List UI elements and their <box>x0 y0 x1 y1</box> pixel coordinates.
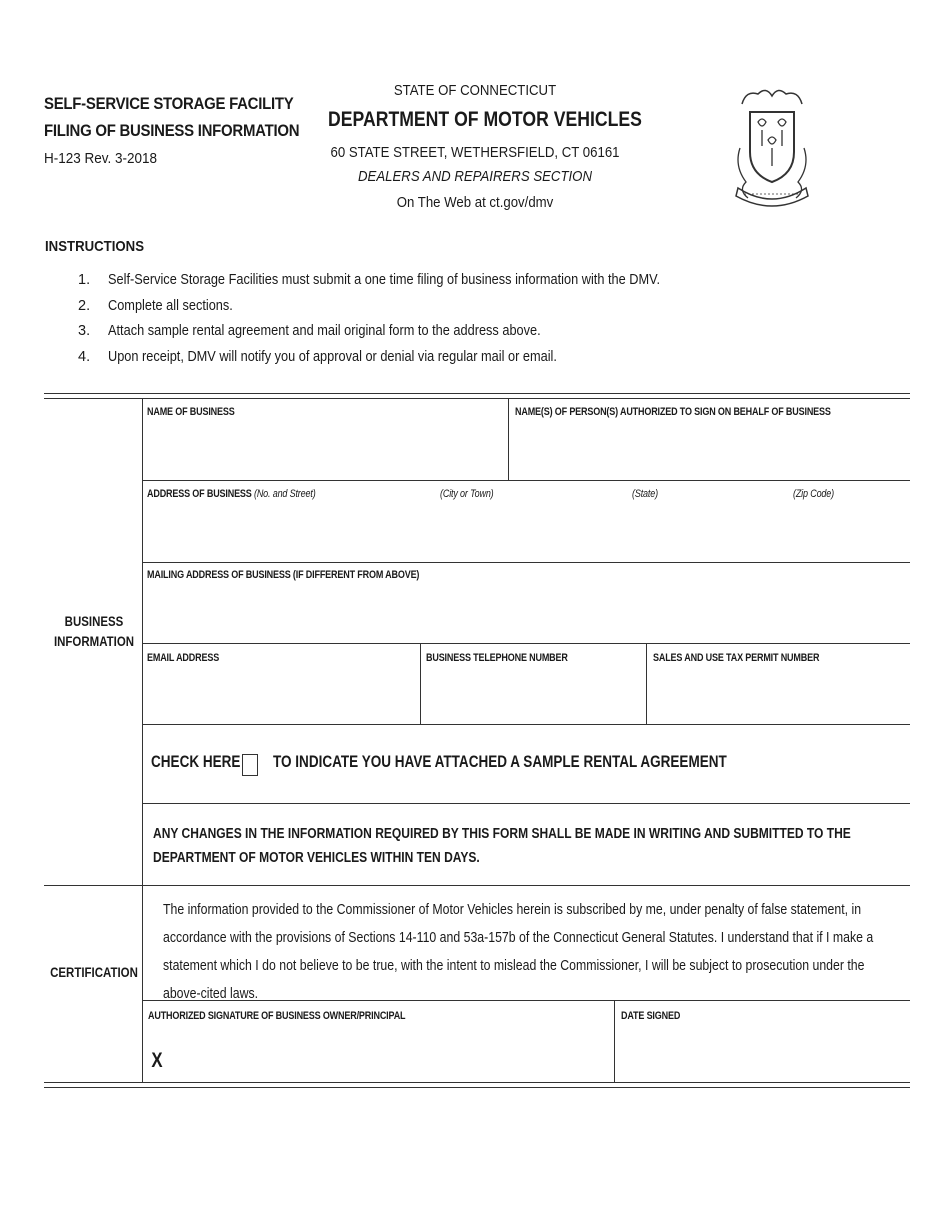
check-description: TO INDICATE YOU HAVE ATTACHED A SAMPLE RENTAL AGREEMENT <box>273 753 727 771</box>
instruction-item: 4. Upon receipt, DMV will notify you of approval or denial via regular mail or email. <box>78 348 557 365</box>
authorized-persons-label: NAME(S) OF PERSON(S) AUTHORIZED TO SIGN ON BEHALF OF BUSINESS <box>515 406 831 418</box>
authorized-persons-field[interactable] <box>510 400 910 480</box>
certification-label: CERTIFICATION <box>50 965 138 980</box>
business-address-field[interactable] <box>143 482 910 562</box>
divider <box>614 1000 615 1083</box>
divider <box>508 399 509 481</box>
department-address: 60 STATE STREET, WETHERSFIELD, CT 06161 <box>330 144 620 161</box>
phone-label: BUSINESS TELEPHONE NUMBER <box>426 652 568 664</box>
certification-statement: The information provided to the Commissioner of Motor Vehicles herein is subscribed by me, under penalty of false statement, in accordance with the provisions of Sections 14-110 and 53a-157b of the Connecticut General Statutes. I understand that if I make a statement which I do not believe to be true, with the intent to mislead the Commissioner, I will be subject to prosecution under the above-cited laws. <box>163 901 874 1002</box>
form-bottom-border <box>44 1082 910 1083</box>
phone-field[interactable] <box>422 645 645 724</box>
signature-field[interactable] <box>175 1022 611 1080</box>
department-section: DEALERS AND REPAIRERS SECTION <box>358 168 592 185</box>
email-field[interactable] <box>143 645 419 724</box>
instruction-item: 1. Self-Service Storage Facilities must submit a one time filing of business information with the DMV. <box>78 272 660 288</box>
state-hint: (State) <box>632 488 658 500</box>
city-hint: (City or Town) <box>440 488 494 500</box>
name-of-business-field[interactable] <box>143 400 507 480</box>
zip-hint: (Zip Code) <box>793 488 834 500</box>
divider <box>420 643 421 725</box>
section-divider <box>44 885 910 886</box>
signature-label: AUTHORIZED SIGNATURE OF BUSINESS OWNER/PRINCIPAL <box>148 1010 406 1022</box>
email-label: EMAIL ADDRESS <box>147 652 220 664</box>
mailing-address-field[interactable] <box>143 564 910 643</box>
tax-permit-field[interactable] <box>648 645 910 724</box>
instructions-heading: INSTRUCTIONS <box>45 238 144 255</box>
instruction-item: 2. Complete all sections. <box>78 297 233 314</box>
instruction-item: 3. Attach sample rental agreement and mail original form to the address above. <box>78 323 541 339</box>
divider <box>142 803 910 804</box>
address-label: ADDRESS OF BUSINESS (No. and Street) <box>147 488 316 500</box>
form-bottom-border-inner <box>44 1087 910 1088</box>
rental-agreement-checkbox[interactable] <box>242 754 258 776</box>
divider <box>142 562 910 563</box>
tax-permit-label: SALES AND USE TAX PERMIT NUMBER <box>653 652 820 664</box>
form-top-border-inner <box>44 398 910 399</box>
divider <box>142 480 910 481</box>
form-title-line1: SELF-SERVICE STORAGE FACILITY <box>44 94 294 113</box>
divider <box>646 643 647 725</box>
name-of-business-label: NAME OF BUSINESS <box>147 406 235 418</box>
mailing-address-label: MAILING ADDRESS OF BUSINESS (IF DIFFERENT FROM ABOVE) <box>147 569 420 581</box>
signature-x-mark: X <box>151 1049 163 1072</box>
changes-notice: ANY CHANGES IN THE INFORMATION REQUIRED BY THIS FORM SHALL BE MADE IN WRITING AND SUBMITTED TO THE DEPARTMENT OF MOTOR VEHICLES WITHIN TEN DAYS. <box>153 826 851 866</box>
business-information-label: BUSINESS INFORMATION <box>53 614 135 649</box>
form-number: H-123 Rev. 3-2018 <box>44 150 158 167</box>
department-web: On The Web at ct.gov/dmv <box>396 194 554 211</box>
state-seal-icon <box>732 82 812 212</box>
instructions-list <box>78 272 735 374</box>
department-name: DEPARTMENT OF MOTOR VEHICLES <box>328 108 642 131</box>
check-here-label: CHECK HERE <box>151 753 241 771</box>
divider <box>142 643 910 644</box>
state-name: STATE OF CONNECTICUT <box>393 82 557 99</box>
date-signed-label: DATE SIGNED <box>621 1010 681 1022</box>
form-title-line2: FILING OF BUSINESS INFORMATION <box>44 121 300 140</box>
date-signed-field[interactable] <box>617 1022 910 1080</box>
form-top-border <box>44 393 910 394</box>
divider <box>142 724 910 725</box>
